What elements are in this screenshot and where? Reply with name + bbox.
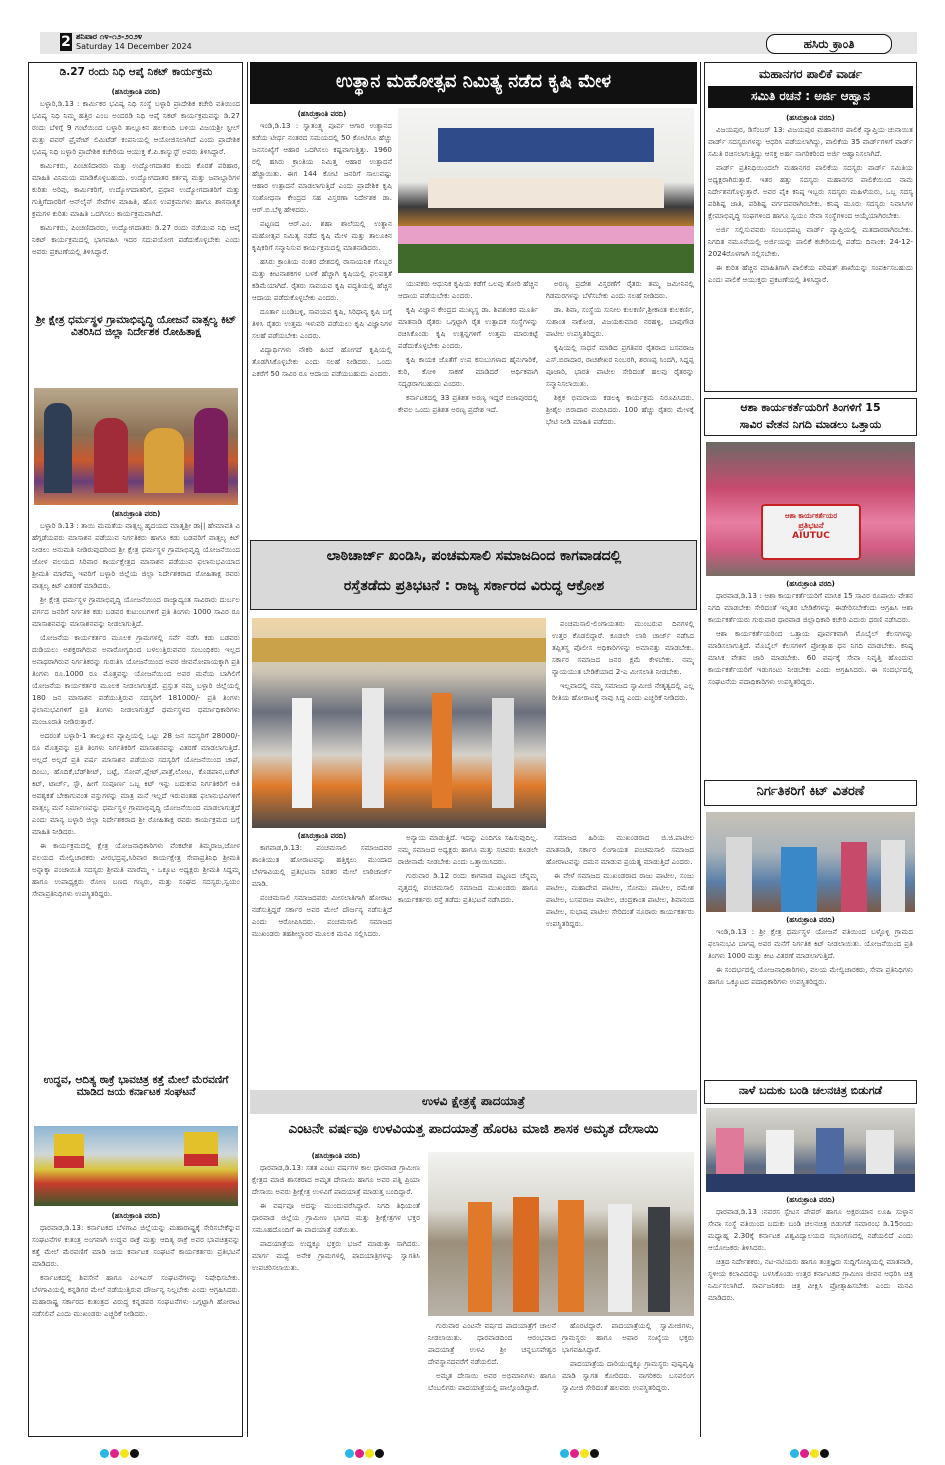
paragraph: ಕಾಗವಾಡ,ಡಿ.13: ಪಂಚಮಸಾಲಿ ಸಮಾಜದವರ ಶಾಂತಿಯುತ ಹೋರಾಟವನ್ನು ಹತ್ತಿಕ್ಕಲು ಮುಂದಾದ ಬೆಳಗಾವಿಯಲ್ಲಿ ಪ್ರತಿಭಟನಾ ನಿರತರ ಮೇಲೆ ಲಾಠಿಚಾರ್ಜ್ ಮಾಡಿ. — [252, 843, 392, 888]
asha-banner-line2: ಪ್ರತಿಭಟನೆ — [798, 521, 824, 530]
kit-vitarane-photo — [706, 812, 915, 912]
paragraph: ಕಾರ್ಮಿಕರು, ಪಿಂಚಣಿದಾರರು ಮತ್ತು ಉದ್ಯೋಗದಾತರ ಕುಂದು ಕೊರತೆ ಪರಿಹಾರ, ಮಾಹಿತಿ ವಿನಿಮಯ ಮಾಡಿಕೊಳ್ಳಬಹುದು. ಉದ್ಯೋಗದಾತರ ಕರ್ತವ್ಯ ಮತ್ತು ಜವಾಬ್ದಾರಿಗಳ ಕುರಿತು ಅರಿವು, ಕಾರ್ಮಿಕರಿಗೆ, ಉದ್ಯೋಗದಾತರಿಗೆ, ಪ್ರಧಾನ ಉದ್ಯೋಗದಾತರಿಗೆ ಮತ್ತು ಗುತ್ತಿಗೆದಾರರಿಗೆ ಆನ್‌ಲೈನ್ ಸೇವೆಗಳ ಮಾಹಿತಿ, ಹೊಸ ಉಪಕ್ರಮಗಳು ಹಾಗೂ ಶಾಸನಾತ್ಮಕ ಕ್ರಮಗಳ ಕುರಿತು ಮಾಹಿತಿ ಒದಗಿಸಲು ಕಾರ್ಯಕ್ರಮವಾಗಿದೆ. — [32, 161, 240, 218]
paragraph: ಪಾದಯಾತ್ರೆಯ ಉದ್ದಕ್ಕೂ ಭಕ್ತರು ಭಜನೆ ಮಾಡುತ್ತಾ ಸಾಗಿದರು. ಮಾರ್ಗ ಮಧ್ಯೆ ಅನೇಕ ಗ್ರಾಮಗಳಲ್ಲಿ ಪಾದಯಾತ್ರಿಗಳನ್ನು ಸ್ವಾಗತಿಸಿ ಉಪಚರಿಸಲಾಯಿತು. — [252, 1239, 420, 1272]
chalanachitra-headline: ನಾಳೆ ಬದುಕು ಬಂಡಿ ಚಲನಚಿತ್ರ ಬಿಡುಗಡೆ — [738, 1084, 883, 1097]
registration-dot — [810, 1449, 819, 1458]
krishi-mela-col3 — [546, 278, 694, 530]
registration-marks — [100, 1443, 140, 1462]
panchamasali-col2 — [398, 832, 538, 1082]
panchamasali-col3 — [546, 832, 694, 1082]
ulavi-col2 — [428, 1320, 556, 1432]
paragraph: ಅಮೃತ ದೇಸಾಯಿ ಅವರ ಅಭಿಮಾನಿಗಳು ಹಾಗೂ ಬೆಂಬಲಿಗರು ಪಾದಯಾತ್ರೆಯಲ್ಲಿ ಪಾಲ್ಗೊಂಡಿದ್ದಾರೆ. — [428, 1371, 556, 1392]
paragraph: ಈ ಕಾರ್ಯಕ್ರಮದಲ್ಲಿ ಕ್ಷೇತ್ರ ಯೋಜನಾಧಿಕಾರಿಗಳು ವೆಂಕಟೇಶ ತಿಮ್ಮರಾಜ,ಜೋಳ ವಲಯದ ಮೇಲ್ವಿಚಾರಕರು ವೀರಭದ್ರಪ್ಪ,ಸಿರಿವಾರ ಕಾರ್ಯಕ್ಷೇತ್ರ ಸೇವಾಪ್ರತಿನಿಧಿ ಶ್ರೀಮತಿ ಅನ್ನಾಕ್ಕಾ ಪಂಚಾಯಿತಿ ಸದಸ್ಯರು ಶ್ರೀಮತಿ ಮಾರೆಮ್ಮ - ಒಕ್ಕೂಟ ಅಧ್ಯಕ್ಷರು ಶ್ರೀಮತಿ ಸಿದ್ದಮ್ಮ ಹಾಗೂ ಉಪಾಧ್ಯಕ್ಷರು ರೋಣ ಬಣದ ಗಣ್ಯರು, ಮತ್ತು ಸಂಘದ ಸದಸ್ಯರು,ಸ್ವಯಂ ಸೇವಾಪ್ರತಿನಿಧಿಗಳು ಉಪಸ್ಥಿತರಿದ್ದರು. — [32, 841, 240, 898]
paragraph: ಚಿತ್ರದ ನಿರ್ದೇಶಕರು, ನಟ-ನಟಿಯರು ಹಾಗೂ ತಂತ್ರಜ್ಞರು ಸುದ್ದಿಗೋಷ್ಠಿಯಲ್ಲಿ ಮಾತನಾಡಿ, ಸ್ಥಳೀಯ ಕಲಾವಿದರನ್ನು ಬಳಸಿಕೊಂಡು ಉತ್ತರ ಕರ್ನಾಟಕದ ಗ್ರಾಮೀಣ ಜೀವನ ಆಧರಿಸಿ ಚಿತ್ರ ನಿರ್ಮಿಸಲಾಗಿದೆ. ಸಾರ್ವಜನಿಕರು ಚಿತ್ರ ವೀಕ್ಷಿಸಿ ಪ್ರೋತ್ಸಾಹಿಸಬೇಕು ಎಂದು ಮನವಿ ಮಾಡಿದರು. — [708, 1257, 913, 1302]
ward-samiti-body — [708, 124, 913, 388]
nidhi-apke-body — [32, 98, 240, 308]
registration-dot — [790, 1449, 799, 1458]
asha-photo — [706, 442, 915, 576]
paragraph: ಈ ಕುರಿತ ಹೆಚ್ಚಿನ ಮಾಹಿತಿಗಾಗಿ ಪಾಲಿಕೆಯ ಪರಿಷತ್ ಶಾಖೆಯನ್ನು ಸಂಪರ್ಕಿಸಬಹುದು ಎಂದು ಪಾಲಿಕೆ ಆಯುಕ್ತರು ಪ್ರಕಟಣೆಯಲ್ಲಿ ತಿಳಿಸಿದ್ದಾರೆ. — [708, 263, 913, 284]
ward-samiti-headline-line1: ಮಹಾನಗರ ಪಾಲಿಕೆ ವಾರ್ಡ — [758, 67, 863, 81]
paragraph: ಈ ವರ್ಷವೂ ಅದನ್ನು ಮುಂದುವರೆಸಿದ್ದಾರೆ. ನಿಗದಿ ತಿಥಿಯಂತೆ ಧಾರವಾಡ ಜಿಲ್ಲೆಯ ಗ್ರಾಮೀಣ ಭಾಗದ ಮತ್ತು ಶ್ರೀಕ್ಷೇತ್ರಗಳ ಭಕ್ತರ ಸಮೂಹದೊಂದಿಗೆ ಈ ಪಾದಯಾತ್ರೆ ನಡೆಯಿತು. — [252, 1201, 420, 1234]
registration-dot — [590, 1449, 599, 1458]
paragraph: ಶ್ರೀ ಕ್ಷೇತ್ರ ಧರ್ಮಸ್ಥಳ ಗ್ರಾಮಾಭಿವೃದ್ಧಿ ಯೋಜನೆಯಿಂದ ರಾಜ್ಯಾದ್ಯಂತ ಸಾವಿರಾರು ದುರ್ಬಲ ವರ್ಗದ ಜನರಿಗೆ ನಿರ್ಗತಿಕ ಕಡು ಬಡವರ ಕುಟುಂಬಗಳಿಗೆ ಪ್ರತಿ ತಿಂಗಳು 1000 ಸಾವಿರ ರೂ ಮಾಸಾಶನವನ್ನು ಮಾಸಾಶನವನ್ನು ನೀಡಲಾಗುತ್ತಿದೆ. — [32, 595, 240, 628]
asha-banner-line1: ಆಶಾ ಕಾರ್ಯಕರ್ತೆಯರ — [784, 512, 838, 520]
registration-marks — [560, 1443, 600, 1462]
column-divider — [247, 62, 248, 1437]
paragraph: ಹೊರಟಿದ್ದಾರೆ. ಪಾದಯಾತ್ರೆಯಲ್ಲಿ ಸ್ವಾಮೀಜಿಗಳು, ಗ್ರಾಮಸ್ಥರು ಹಾಗೂ ಅಪಾರ ಸಂಖ್ಯೆಯ ಭಕ್ತರು ಭಾಗವಹಿಸಿದ್ದಾರೆ. — [562, 1321, 694, 1354]
krishi-mela-headline: ಉತ್ಥಾನ ಮಹೋತ್ಸವ ನಿಮಿತ್ಯ ನಡೆದ ಕೃಷಿ ಮೇಳ — [336, 71, 611, 92]
paragraph: ಕರ್ನಾಟಕದಲ್ಲಿ 33 ಪ್ರತಿಶತ ಅರಣ್ಯ ಇದ್ದರೆ ಬಿಜಾಪುರದಲ್ಲಿ ಕೇವಲ ಒಂದು ಪ್ರತಿಶತ ಅರಣ್ಯ ಪ್ರದೇಶ ಇದೆ. — [398, 393, 538, 414]
registration-dot — [560, 1449, 569, 1458]
panchamasali-right — [552, 618, 694, 828]
krishi-mela-col1 — [252, 120, 392, 530]
column-divider — [700, 62, 701, 1437]
dharmasthala-photo — [34, 388, 238, 505]
asha-headline-line2: ಸಾವಿರ ವೇತನ ನಿಗದಿ ಮಾಡಲು ಒತ್ತಾಯ — [739, 418, 882, 431]
paragraph: ಹಸಿರು ಕ್ರಾಂತಿಯ ನಂತರ ದೇಶದಲ್ಲಿ ರಾಸಾಯನಿಕ ಗೊಬ್ಬರ ಮತ್ತು ಕೀಟನಾಶಕಗಳ ಬಳಕೆ ಹೆಚ್ಚಾಗಿ ಕೃಷಿಯಲ್ಲಿ ಫಲವತ್ತತೆ ಕಡಿಮೆಯಾಗಿದೆ. ರೈತರು ಸಾವಯವ ಕೃಷಿ ಪದ್ಧತಿಯಲ್ಲಿ ಹೆಚ್ಚಿನ ಆದಾಯ ಪಡೆದುಕೊಳ್ಳಬೇಕು ಎಂದರು. — [252, 257, 392, 302]
ulavi-col1 — [252, 1162, 420, 1432]
paragraph: ಪಾದಯಾತ್ರೆಯ ದಾರಿಯುದ್ದಕ್ಕೂ ಗ್ರಾಮಸ್ಥರು ಪುಷ್ಪವೃಷ್ಟಿ ಮಾಡಿ ಸ್ವಾಗತ ಕೋರಿದರು. ನಾಗರಿಕರು ಬಸವಲಿಂಗ ಸ್ವಾಮೀಜಿ ಸೇರಿದಂತೆ ಹಲವರು ಉಪಸ್ಥಿತರಿದ್ದರು. — [562, 1359, 694, 1392]
paragraph: ಕೃಷಿಯಲ್ಲಿ ಸಾಧನೆ ಮಾಡಿದ ಪ್ರಗತಿಪರ ರೈತರಾದ ಬಸವರಾಜ ಎಸ್.ಬಿರಾದಾರ, ರಾಚಶೇಖರ ನಿಂಬರಗಿ, ಶರಣಪ್ಪ ಸಿಂದಗಿ, ಸಿದ್ದಪ್ಪ ಪೂಜಾರಿ, ಭಾರತಿ ಪಾಟೀಲ ಸೇರಿದಂತೆ ಹಲವು ರೈತರನ್ನು ಸನ್ಮಾನಿಸಲಾಯಿತು. — [546, 343, 694, 388]
paragraph: ಶಿಕ್ಷಕ ಭಿಮರಾಯ ಕಡಲಕ್ಕಿ ಕಾರ್ಯಕ್ರಮ ನಿರೂಪಿಸಿದರು. ಶ್ರೀಶೈಲ ಬಿರಾದಾರ ವಂದಿಸಿದರು. 100 ಹೆಚ್ಚು ರೈತರು ಮೇಳಕ್ಕೆ ಭೇಟಿ ನೀಡಿ ಮಾಹಿತಿ ಪಡೆದರು. — [546, 393, 694, 426]
asha-dateline: (ಹಸಿರುಕ್ರಾಂತಿ ವರದಿ) — [786, 580, 835, 588]
paragraph: ಅದರಂತೆ ಬಳ್ಳಾರಿ-1 ತಾಲ್ಲೂಕಿನ ವ್ಯಾಪ್ತಿಯಲ್ಲಿ ಒಟ್ಟು 28 ಜನ ಸದಸ್ಯರಿಗೆ 28000/- ರೂ ಮೊತ್ತವನ್ನು ಪ್ರತಿ ತಿಂಗಳು ನಿರ್ಗತಿಕರಿಗೆ ಮಾಸಾಶನವನ್ನು ವಿತರಣೆ ಮಾಡಲಾಗುತ್ತಿದೆ. ಅಲ್ಲದೆ ಅಲ್ಲದೆ ಪ್ರತಿ ವರ್ಷ ಮಾಸಾಶನ ಪಡೆಯುವ ಸದಸ್ಯರಿಗೆ ಯೋಜನೆಯಿಂದ ಚಾಪೆ, ದಿಂಬು, ಹೊದಿಕೆ,ಬೆಡ್‌ಶೀಟ್, ಬಟ್ಟೆ, ಸೋಪ್,ಪ್ಲೇಟ್,ಪಾತ್ರೆ,ಲೋಟ, ಕೊಡಪಾನ,ಬಕೆಟ್ ಕಿಟ್, ಟಾರ್ಚ್, ಸ್ಟೌ, ಹೀಗೆ ಸಂಪೂರ್ಣ ಒಬ್ಬ ಕಿಟ್ ಇನ್ನು ಬದುಕುವ ನಿರ್ಗತಿಕರಿಗೆ ಅತಿ ಅವಶ್ಯಕತೆ ಬೇಕಾಗುವಂತ ವಸ್ತುಗಳನ್ನು ಮಾತ್ರ ಮನೆ ಇಲ್ಲದೆ ಇರುವಂತಹ ಫಲಾನುಭವಿಗಳಿಗೆ ವಾತ್ಸಲ್ಯ ಮನೆ ನಿರ್ಮಾಣವನ್ನು ಧರ್ಮಸ್ಥಳ ಗ್ರಾಮಾಭಿವೃದ್ಧಿ ಯೋಜನೆಯಿಂದ ಮಾಡಲಾಗುತ್ತದೆ ಎಂದು ಮಾನ್ಯ ಬಳ್ಳಾರಿ ಜಿಲ್ಲಾ ನಿರ್ದೇಶಕರಾದ ಶ್ರೀ ರೋಹಿತಾಕ್ಷ ರವರು ಕಾರ್ಯಕ್ರಮದ ಬಗ್ಗೆ ಮಾಹಿತಿ ನೀಡಿದರು. — [32, 731, 240, 836]
paragraph: ದೂರ್ತಾ ಬಂಡಿಬಳ್ಳಿ, ಸಾವಯವ ಕೃಷಿ, ಸಿರಿಧಾನ್ಯ ಕೃಷಿ ಬಗ್ಗೆ ತಿಳಿಸಿ ರೈತರು ಉತ್ತಮ ಇಳುವರಿ ಪಡೆಯಲು ಕೃಷಿ ವಿಜ್ಞಾನಿಗಳ ಸಲಹೆ ಪಡೆಯಬೇಕು ಎಂದರು. — [252, 307, 392, 340]
paragraph: ಗುರುವಾರ ಡಿ.12 ರಂದು ಕಾಗವಾಡ ಪಟ್ಟಣದ ಚೆನ್ನಮ್ಮ ವೃತ್ತದಲ್ಲಿ ಪಂಚಮಸಾಲಿ ಸಮಾಜದ ಮುಖಂಡರು ಹಾಗೂ ಕಾರ್ಯಕರ್ತರು ರಸ್ತೆ ತಡೆದು ಪ್ರತಿಭಟನೆ ನಡೆಸಿದರು. — [398, 871, 538, 904]
page-number: 2 — [61, 34, 71, 50]
karnataka-sanghatane-body — [32, 1222, 240, 1432]
panchamasali-col1 — [252, 842, 392, 1082]
registration-dot — [365, 1449, 374, 1458]
masthead-date-kannada: ಶನಿವಾರ ೧೪-೧೨-೨೦೨೪ — [76, 32, 143, 41]
paragraph: ಕರ್ನಾಟಕದಲ್ಲಿ ಶಿವಸೇನೆ ಹಾಗೂ ಎಂಇಎಸ್ ಸಂಘಟನೆಗಳನ್ನು ನಿಷೇಧಿಸಬೇಕು. ಬೆಳಗಾವಿಯಲ್ಲಿ ಕನ್ನಡಿಗರ ಮೇಲೆ ನಡೆಯುತ್ತಿರುವ ದೌರ್ಜನ್ಯ ನಿಲ್ಲಬೇಕು ಎಂದು ಆಗ್ರಹಿಸಿದರು. ಮಹಾರಾಷ್ಟ್ರ ಸರ್ಕಾರದ ಕುತಂತ್ರದ ವಿರುದ್ಧ ಕನ್ನಡಪರ ಸಂಘಟನೆಗಳು ಒಗ್ಗಟ್ಟಾಗಿ ಹೋರಾಟ ನಡೆಸಲಿವೆ ಎಂದು ಮುಖಂಡರು ಎಚ್ಚರಿಕೆ ನೀಡಿದರು. — [32, 1273, 240, 1318]
dharmasthala-headline: ಶ್ರೀ ಕ್ಷೇತ್ರ ಧರ್ಮಸ್ಥಳ ಗ್ರಾಮಾಭಿವೃದ್ಧಿ ಯೋಜನೆ ವಾತ್ಸಲ್ಯ ಕಿಟ್ ವಿತರಿಸಿದ ಜಿಲ್ಲಾ ನಿರ್ದೇಶಕ ರೋಹಿತಾಕ್ಷ — [35, 314, 237, 339]
paragraph: ಧಾರವಾಡ,ಡಿ.13 : ಆಶಾ ಕಾರ್ಯಕರ್ತೆಯರಿಗೆ ಮಾಸಿಕ 15 ಸಾವಿರ ರೂಪಾಯಿ ವೇತನ ನಿಗದಿ ಮಾಡಬೇಕು ಸೇರಿದಂತೆ ಇನ್ನಿತರ ಬೇಡಿಕೆಗಳನ್ನು ಈಡೇರಿಸಬೇಕೆಂದು ಆಗ್ರಹಿಸಿ ಆಶಾ ಕಾರ್ಯಕರ್ತೆಯರು ಗುರುವಾರ ಧಾರವಾಡ ಜಿಲ್ಲಾಧಿಕಾರಿ ಕಚೇರಿ ಎದುರು ಧರಣಿ ನಡೆಸಿದರು. — [708, 591, 913, 624]
ward-samiti-headline-line2: ಸಮಿತಿ ರಚನೆ : ಅರ್ಜಿ ಆಹ್ವಾನ — [751, 89, 870, 103]
ulavi-photo — [428, 1152, 694, 1316]
registration-marks — [790, 1443, 830, 1462]
registration-dot — [800, 1449, 809, 1458]
paragraph: ವಿದ್ಯಾರ್ಥಿಗಳು ನೌಕರಿ ಹಿಂದೆ ಹೋಗದೆ ಕೃಷಿಯಲ್ಲಿ ತೊಡಗಿಸಿಕೊಳ್ಳಬೇಕು ಎಂದು ಸಲಹೆ ನೀಡಿದರು. ಒಂದು ಎಕರೆಗೆ 50 ಸಾವಿರ ರೂ ಆದಾಯ ಪಡೆಯಬಹುದು ಎಂದರು. — [252, 345, 392, 378]
paragraph: ಕೃಷಿ ಕಾಯಕ ಜೊತೆಗೆ ಉಪ ಕಸುಬುಗಳಾದ ಹೈನುಗಾರಿಕೆ, ಕುರಿ, ಕೋಳಿ ಸಾಕಣೆ ಮಾಡಿದರೆ ಆರ್ಥಿಕವಾಗಿ ಸದೃಢರಾಗಬಹುದು ಎಂದರು. — [398, 355, 538, 388]
registration-dot — [580, 1449, 589, 1458]
paragraph: ಪಟ್ಟಣದ ಆರ್.ಎಂ. ಶಹಾ ಶಾಲೆಯಲ್ಲಿ ಉತ್ಥಾನ ಮಹೋತ್ಸವ ನಿಮಿತ್ಯ ನಡೆದ ಕೃಷಿ ಮೇಳ ಮತ್ತು ತಾಲೂಕಿನ ಕೃಷಿಕರಿಗೆ ಸನ್ಮಾನಿಸುವ ಕಾರ್ಯಕ್ರಮದಲ್ಲಿ ಮಾತನಾಡಿದರು. — [252, 219, 392, 252]
paragraph: ಯೋಜನೆಯ ಕಾರ್ಯಕರ್ತರ ಮೂಲಕ ಗ್ರಾಮಗಳಲ್ಲಿ ಸರ್ವೆ ನಡೆಸಿ ಕಡು ಬಡವರು ದುಡಿಯಲು ಅಶಕ್ತರಾಗಿರುವ ಅನಾರೋಗ್ಯದಿಂದ ಬಳಲುತ್ತಿರುವವರ ಸಂಬಂಧಿಕರು ಇಲ್ಲದ ಅನಾಥರಾಗಿರುವ ನಿರ್ಗತಿಕರನ್ನು ಗುರುತಿಸಿ ಯೋಜನೆಯಿಂದ ಅವರ ಜೀವನೋಪಾಯಕ್ಕಾಗಿ ಪ್ರತಿ ತಿಂಗಳು ರೂ.1000 ರೂ ಮೊತ್ತವನ್ನು ಯೋಜನೆಯಿಂದ ಅವರ ಮನೆಯ ಬಾಗಿಲಿಗೆ ಯೋಜನೆಯ ಕಾರ್ಯಕರ್ತರ ಮೂಲಕ ನೀಡಲಾಗುತ್ತದೆ. ಪ್ರಸ್ತುತ ನಮ್ಮ ಬಳ್ಳಾರಿ ಜಿಲ್ಲೆಯಲ್ಲಿ 180 ಜನ ಮಾಸಾಶನ ಪಡೆಯುತ್ತಿರುವ ಸದಸ್ಯರಿಗೆ 181000/- ಪ್ರತಿ ತಿಂಗಳು ಫಲಾನುಭವಿಗಳಿಗೆ ಪ್ರತಿ ತಿಂಗಳು ನೀಡಲಾಗುತ್ತದೆ ಧರ್ಮಸ್ಥಳದ ಧರ್ಮಾಧಿಕಾರಿಗಳು ಮಂಜೂರಾತಿ ನೀಡಿರುತ್ತಾರೆ. — [32, 633, 240, 726]
ulavi-dateline: (ಹಸಿರುಕ್ರಾಂತಿ ವರದಿ) — [311, 1152, 361, 1160]
paragraph: ಪಂಚಮಸಾಲಿ-ಲಿಂಗಾಯತರು ಮುಂಬರುವ ದಿನಗಳಲ್ಲಿ ಉತ್ತರ ಕೊಡಲಿದ್ದಾರೆ. ಕೂಡಲೇ ಲಾಠಿ ಚಾರ್ಜ್ ನಡೆಸಿದ ತಪ್ಪಿತಸ್ಥ ಪೊಲೀಸ ಅಧಿಕಾರಿಗಳನ್ನು ಅಮಾನತ್ತು ಮಾಡಬೇಕು. ಸರ್ಕಾರ ಸಮಾಜದ ಜನರ ಕ್ಷಮೆ ಕೇಳಬೇಕು. ನಮ್ಮ ನ್ಯಾಯಯುತ ಬೇಡಿಕೆಯಾದ 2-ಎ ಮೀಸಲಾತಿ ನೀಡಬೇಕು. — [552, 619, 694, 676]
asha-body — [708, 590, 913, 775]
paragraph: ಈ ವೇಳೆ ಸಮಾಜದ ಮುಖಂಡರಾದ ರಾಜು ಪಾಟೀಲ, ಸಂಜು ಪಾಟೀಲ, ಮಹಾದೇವ ಪಾಟೀಲ, ಸೋಮು ಪಾಟೀಲ, ರಮೇಶ ಪಾಟೀಲ, ಬಸವರಾಜ ಪಾಟೀಲ, ಚಂದ್ರಕಾಂತ ಪಾಟೀಲ, ಶಿವಾನಂದ ಪಾಟೀಲ, ಸುಭಾಷ ಪಾಟೀಲ ಸೇರಿದಂತೆ ನೂರಾರು ಕಾರ್ಯಕರ್ತರು ಉಪಸ್ಥಿತರಿದ್ದರು. — [546, 871, 694, 928]
registration-dot — [355, 1449, 364, 1458]
paragraph: ಇಲ್ಲವಾದಲ್ಲಿ ನಮ್ಮ ಸಮಾಜದ ಸ್ವಾಮೀಜಿ ನೇತೃತ್ವದಲ್ಲಿ ಎಲ್ಲ ರೀತಿಯ ಹೋರಾಟಕ್ಕೆ ನಾವು ಸಿದ್ಧ ಎಂದು ಎಚ್ಚರಿಕೆ ನೀಡಿದರು. — [552, 681, 694, 702]
asha-banner-org: AIUTUC — [792, 531, 830, 541]
krishi-mela-col2 — [398, 278, 538, 530]
karnataka-sanghatane-headline: ಉದ್ಧವ, ಆದಿತ್ಯ ಠಾಕ್ರೆ ಭಾವಚಿತ್ರ ಕತ್ತೆ ಮೇಲೆ ಮೆರವಣಿಗೆ ಮಾಡಿದ ಜಯ ಕರ್ನಾಟಕ ಸಂಘಟನೆ — [43, 1074, 229, 1099]
panchamasali-headline-line2: ರಸ್ತೆತಡೆದು ಪ್ರತಿಭಟನೆ : ರಾಜ್ಯ ಸರ್ಕಾರದ ವಿರುದ್ಧ ಆಕ್ರೋಶ — [343, 578, 605, 594]
masthead-date-english: Saturday 14 December 2024 — [76, 42, 192, 51]
paragraph: ಗುರುವಾರ ಎಂಟನೇ ವರ್ಷದ ಪಾದಯಾತ್ರೆಗೆ ಚಾಲನೆ ನೀಡಲಾಯಿತು. ಧಾರವಾಡದಿಂದ ಆರಂಭವಾದ ಪಾದಯಾತ್ರೆ ಉಳವಿ ಶ್ರೀ ಚನ್ನಬಸವೇಶ್ವರ ದೇವಸ್ಥಾನದವರೆಗೆ ನಡೆಯಲಿದೆ. — [428, 1321, 556, 1366]
paragraph: ಧಾರವಾಡ,ಡಿ.13 :ನವರಸ ಸ್ಟೇಟಸ ಪೇಪರ್ ಹಾಗೂ ಅಕ್ಷರಯಾನ ಲೂಹಿ ಸುಳ್ಳಾನ ಸೇವಾ ಸಂಸ್ಥೆ ವತಿಯಿಂದ ಬದುಕು ಬಂಡಿ ಚಲನಚಿತ್ರ ಬಿಡುಗಡೆ ಸಮಾರಂಭ ಡಿ.15ರಂದು ಮಧ್ಯಾಹ್ನ 2.30ಕ್ಕೆ ಕರ್ನಾಟಕ ವಿಶ್ವವಿದ್ಯಾಲಯದ ಸಭಾಂಗಣದಲ್ಲಿ ನಡೆಯಲಿದೆ ಎಂದು ಆಯೋಜಕರು ತಿಳಿಸಿದರು. — [708, 1207, 913, 1252]
dharmasthala-dateline: (ಹಸಿರುಕ್ರಾಂತಿ ವರದಿ) — [111, 510, 161, 518]
registration-dot — [820, 1449, 829, 1458]
registration-dot — [120, 1449, 129, 1458]
paragraph: ಸಮಾಜದ ಹಿರಿಯ ಮುಖಂಡರಾದ ಜಿ.ಜಿ.ಪಾಟೀಲ ಮಾತನಾಡಿ, ಸರ್ಕಾರ ಲಿಂಗಾಯತ ಪಂಚಮಸಾಲಿ ಸಮಾಜದ ಹೋರಾಟವನ್ನು ದಮನ ಮಾಡುವ ಪ್ರಯತ್ನ ಮಾಡುತ್ತಿದೆ ಎಂದರು. — [546, 833, 694, 866]
kit-vitarane-body — [708, 926, 913, 1024]
ward-samiti-dateline: (ಹಸಿರುಕ್ರಾಂತಿ ವರದಿ) — [786, 114, 835, 122]
paragraph: ಡಾ. ಶಿವಾ, ಸಂಸ್ಥೆಯ ಸುನೀಲ ಕುಲಕರ್ಣಿ,ಶ್ರೀಕಾಂತ ಕುಲಕರ್ಣಿ, ಸುಶಾಂತ ನಾಕೋಡ, ವಿಜಯಕುಮಾರ ನರಹಳ್ಳಿ, ಬಾಪುಗೌಡ ಪಾಟೀಲ ಉಪಸ್ಥಿತರಿದ್ದರು. — [546, 305, 694, 338]
paragraph: ವಾರ್ಡ್ ಪ್ರತಿನಿಧಿಯಿಂದಲೇ ಮಹಾನಗರ ಪಾಲಿಕೆಯ ಸದಸ್ಯರು ವಾರ್ಡ್ ಸಮಿತಿಯ ಅಧ್ಯಕ್ಷರಾಗಿರುತ್ತಾರೆ. ಇತರ ಹತ್ತು ಸದಸ್ಯರು ಮಹಾನಗರ ಪಾಲಿಕೆಯಿಂದ ನಾಮ ನಿರ್ದೇಶನಗೊಳ್ಳುತ್ತಾರೆ. ಅವರ ಪೈಕಿ ಕನಿಷ್ಠ ಇಬ್ಬರು ಸದಸ್ಯರು ಮಹಿಳೆಯರು, ಒಬ್ಬ ಸದಸ್ಯ ಪರಿಶಿಷ್ಟ ಜಾತಿ, ಪರಿಶಿಷ್ಟ ವರ್ಗದವರಾಗಿರಬೇಕು. ಕನಿಷ್ಠ ಮೂರು ಸದಸ್ಯರು ನಿವಾಸಿಗಳ ಕ್ಷೇಮಾಭಿವೃದ್ಧಿ ಸಂಘಗಳಿಂದ ಹಾಗೂ ಸ್ವಯಂ ಸೇವಾ ಸಂಸ್ಥೆಗಳಿಂದ ಆಯ್ಕೆಯಾಗಿರಬೇಕು. — [708, 163, 913, 220]
registration-dot — [570, 1449, 579, 1458]
paragraph: ಅರ್ಜಿ ಸಲ್ಲಿಸುವವರು ಸಂಬಂಧಪಟ್ಟ ವಾರ್ಡ್ ವ್ಯಾಪ್ತಿಯಲ್ಲಿ ಮತದಾರರಾಗಿರಬೇಕು. ನಿಗದಿತ ನಮೂನೆಯಲ್ಲಿ ಅರ್ಜಿಯನ್ನು ಪಾಲಿಕೆ ಕಚೇರಿಯಲ್ಲಿ ಪಡೆದು ದಿನಾಂಕ: 24-12-2024ರೊಳಗಾಗಿ ಸಲ್ಲಿಸಬೇಕು. — [708, 225, 913, 258]
registration-dot — [130, 1449, 139, 1458]
nidhi-apke-headline: ಡಿ.27 ರಂದು ನಿಧಿ ಆಪ್ಕೆ ನಿಕಟ್ ಕಾರ್ಯಕ್ರಮ — [59, 66, 213, 78]
nidhi-apke-dateline: (ಹಸಿರುಕ್ರಾಂತಿ ವರದಿ) — [111, 88, 161, 96]
krishi-mela-photo — [398, 108, 694, 273]
registration-dot — [110, 1449, 119, 1458]
ulavi-kicker: ಉಳವಿ ಕ್ಷೇತ್ರಕ್ಕೆ ಪಾದಯಾತ್ರೆ — [422, 1094, 525, 1108]
paragraph: ಆಶಾ ಕಾರ್ಯಕರ್ತೆಯರಿಂದ ಒತ್ತಾಯ ಪೂರ್ವಕವಾಗಿ ಮೊಬೈಲ್ ಕೆಲಸಗಳನ್ನು ಮಾಡಿಸಲಾಗುತ್ತಿದೆ. ಮೊಬೈಲ್ ಕೆಲಸಗಳಿಗೆ ಪ್ರೋತ್ಸಾಹ ಧನ ನಿಗದಿ ಮಾಡಬೇಕು. ಕನಿಷ್ಠ ಮಾಸಿಕ ವೇತನ ಜಾರಿ ಮಾಡಬೇಕು. 60 ವರ್ಷಕ್ಕೆ ಸೇವಾ ನಿವೃತ್ತಿ ಹೊಂದುವ ಕಾರ್ಯಕರ್ತೆಯರಿಗೆ ಇಡುಗಂಟು ನೀಡಬೇಕು ಎಂದು ಆಗ್ರಹಿಸಿದರು. ಈ ಸಂದರ್ಭದಲ್ಲಿ ಸಂಘಟನೆಯ ಪದಾಧಿಕಾರಿಗಳು ಉಪಸ್ಥಿತರಿದ್ದರು. — [708, 629, 913, 686]
paragraph: ಕೃಷಿ ವಿಜ್ಞಾನ ಕೇಂದ್ರದ ಮುಖ್ಯಸ್ಥ ಡಾ. ಶಿವಶಂಕರ ಮೂರ್ತಿ ಮಾತನಾಡಿ ರೈತರು ಒಗ್ಗಟ್ಟಾಗಿ ರೈತ ಉತ್ಪಾದಕ ಸಂಸ್ಥೆಗಳನ್ನು ರಚಿಸಿಕೊಂಡು ಕೃಷಿ ಉತ್ಪನ್ನಗಳಿಗೆ ಉತ್ತಮ ಮಾರುಕಟ್ಟೆ ಪಡೆದುಕೊಳ್ಳಬೇಕು ಎಂದರು. — [398, 305, 538, 350]
paragraph: ಯುವಕರು ಆಧುನಿಕ ಕೃಷಿಯ ಕಡೆಗೆ ಒಲವು ತೋರಿ ಹೆಚ್ಚಿನ ಆದಾಯ ಪಡೆಯಬೇಕು ಎಂದರು. — [398, 279, 538, 300]
ulavi-headline: ಎಂಟನೇ ವರ್ಷವೂ ಉಳವಿಯತ್ತ ಪಾದಯಾತ್ರೆ ಹೊರಟ ಮಾಜಿ ಶಾಸಕ ಅಮೃತ ದೇಸಾಯಿ — [288, 1121, 659, 1137]
kit-vitarane-headline: ನಿರ್ಗತಿಕರಿಗೆ ಕಿಟ್ ವಿತರಣೆ — [756, 784, 865, 799]
paragraph: ಈ ಸಂದರ್ಭದಲ್ಲಿ ಯೋಜನಾಧಿಕಾರಿಗಳು, ವಲಯ ಮೇಲ್ವಿಚಾರಕರು, ಸೇವಾ ಪ್ರತಿನಿಧಿಗಳು ಹಾಗೂ ಒಕ್ಕೂಟದ ಪದಾಧಿಕಾರಿಗಳು ಉಪಸ್ಥಿತರಿದ್ದರು. — [708, 965, 913, 986]
krishi-mela-dateline: (ಹಸಿರುಕ್ರಾಂತಿ ವರದಿ) — [297, 110, 347, 118]
paragraph: ವಿಜಯಪುರ, ಡಿಸೆಂಬರ್ 13: ವಿಜಯಪುರ ಮಹಾನಗರ ಪಾಲಿಕೆ ವ್ಯಾಪ್ತಿಯ ಚುನಾಯಿತ ವಾರ್ಡ್ ಸದಸ್ಯರುಗಳನ್ನು ಆಧರಿಸಿ ಪಡೆಯಲಾಗಿದ್ದು, ಪಾಲಿಕೆಯ 35 ವಾರ್ಡ್‌ಗಳಿಗೆ ವಾರ್ಡ್ ಸಮಿತಿ ರಚಿಸಲಾಗುತ್ತಿದ್ದು ಆಸಕ್ತ ಅರ್ಹ ನಾಗರಿಕರಿಂದ ಅರ್ಜಿ ಆಹ್ವಾನಿಸಲಾಗಿದೆ. — [708, 125, 913, 158]
paragraph: ಅನ್ಯಾಯ ಮಾಡುತ್ತಿದೆ. ಇದನ್ನು ಎಂದಿಗೂ ಸಹಿಸುವುದಿಲ್ಲ. ನಮ್ಮ ಸಮಾಜದ ಅಧ್ಯಕ್ಷರು ಹಾಗೂ ಮತ್ತು ಸಚಿವರು ಕೂಡಲೇ ರಾಜೀನಾಮೆ ನೀಡಬೇಕು ಎಂದು ಒತ್ತಾಯಿಸಿದರು. — [398, 833, 538, 866]
paragraph: ಅರಣ್ಯ ಪ್ರದೇಶ ವಿಸ್ತರಣೆಗೆ ರೈತರು ತಮ್ಮ ಜಮೀನಿನಲ್ಲಿ ಗಿಡಮರಗಳನ್ನು ಬೆಳೆಸಬೇಕು ಎಂದು ಸಲಹೆ ನೀಡಿದರು. — [546, 279, 694, 300]
paragraph: ಇಂಡಿ,ಡಿ.13 : ಶ್ರೀ ಕ್ಷೇತ್ರ ಧರ್ಮಸ್ಥಳ ಯೋಜನೆ ವತಿಯಿಂದ ಬಳ್ಳೊಳ್ಳಿ ಗ್ರಾಮದ ಫಲಾನುಭವಿ ಬಾಗಪ್ಪ ಅವರ ಮನೆಗೆ ನಿರ್ಗತಿಕ ಕಿಟ್ ನೀಡಲಾಯಿತು. ಯೋಜನೆಯಿಂದ ಪ್ರತಿ ತಿಂಗಳು 1000 ಮತ್ತು ಕೀಟ ವಿತರಣೆ ಮಾಡಲಾಗುತ್ತಿದೆ. — [708, 927, 913, 960]
dharmasthala-body — [32, 520, 240, 1065]
paragraph: ಧಾರವಾಡ,ಡಿ.13: ಕರ್ನಾಟಕದ ಬೆಳಗಾವಿ ಜಿಲ್ಲೆಯನ್ನು ಮಹಾರಾಷ್ಟ್ರಕ್ಕೆ ಸೇರಿಸಬೇಕೆನ್ನುವ ಸಂಘಟನೆಗಳ ಕುತಂತ್ರ ಅಂಗವಾಗಿ ಉದ್ಧವ ಠಾಕ್ರೆ ಮತ್ತು ಆದಿತ್ಯ ಠಾಕ್ರೆ ಅವರ ಭಾವಚಿತ್ರವನ್ನು ಕತ್ತೆ ಮೇಲೆ ಮೆರವಣಿಗೆ ಮಾಡಿ ಜಯ ಕರ್ನಾಟಕ ಸಂಘಟನೆ ಕಾರ್ಯಕರ್ತರು ಪ್ರತಿಭಟನೆ ಮಾಡಿದರು. — [32, 1223, 240, 1268]
registration-dot — [375, 1449, 384, 1458]
paragraph: ಇಂಡಿ,ಡಿ.13 : ಸ್ವಾತಂತ್ರ್ಯ ಪೂರ್ವ ಆಗಾರ ಉತ್ಥಾನದ ಕಡೆಯ ಟೀರ್ಥ ನಂತರದ ಸಮಯದಲ್ಲಿ 50 ಕೋಟಿಗೂ ಹೆಚ್ಚು ಜನಸಂಖ್ಯೆಗೆ ಆಹಾರ ಒದಗಿಸಲು ಕಷ್ಟವಾಗುತ್ತಿತ್ತು. 1960 ರಲ್ಲಿ ಹಸಿರು ಕ್ರಾಂತಿಯ ನಿಮಿತ್ತ ಆಹಾರ ಉತ್ಪಾದನೆ ಹೆಚ್ಚಾಯಿತು. ಈಗ 144 ಕೋಟಿ ಜನರಿಗೆ ಸಾಲುವಷ್ಟು ಆಹಾರ ಉತ್ಪಾದನೆ ಮಾಡಲಾಗುತ್ತಿದೆ ಎಂದು ಪ್ರಾದೇಶಿಕ ಕೃಷಿ ಸಂಶೋಧನಾ ಕೇಂದ್ರದ ಸಹ ವಿಸ್ತರಣಾ ನಿರ್ದೇಶಕ ಡಾ. ಆರ್.ಬಿ.ಬೆಳ್ಳಿ ಹೇಳಿದರು. — [252, 121, 392, 214]
chalanachitra-body — [708, 1206, 913, 1432]
karnataka-sanghatane-dateline: (ಹಸಿರುಕ್ರಾಂತಿ ವರದಿ) — [111, 1212, 161, 1220]
paragraph: ಪಂಚಮಸಾಲಿ ಸಮಾಜದವರು ಮೀಸಲಾತಿಗಾಗಿ ಹೋರಾಟ ನಡೆಸುತ್ತಿದ್ದರೆ ಸರ್ಕಾರ ಅವರ ಮೇಲೆ ದೌರ್ಜನ್ಯ ನಡೆಸುತ್ತಿದೆ ಎಂದು ಆರೋಪಿಸಿದರು. ಪಂಚಮಸಾಲಿ ಸಮಾಜದ ಮುಖಂಡರು ತಹಶೀಲ್ದಾರರ ಮೂಲಕ ಮನವಿ ಸಲ್ಲಿಸಿದರು. — [252, 893, 392, 938]
ulavi-col3 — [562, 1320, 694, 1432]
paragraph: ಬಳ್ಳಾರಿ,ಡಿ.13 : ಕಾರ್ಮಿಕರ ಭವಿಷ್ಯ ನಿಧಿ ಸಂಸ್ಥೆ ಬಳ್ಳಾರಿ ಪ್ರಾದೇಶಿಕ ಕಚೇರಿ ವತಿಯಿಂದ ಭವಿಷ್ಯ ನಿಧಿ ನಿಮ್ಮ ಹತ್ತಿರ ಎಂಬ ಅಂದರಡಿ ನಿಧಿ ಆಪ್ಕೆ ನಿಕಟ್ ಕಾರ್ಯಕ್ರಮವನ್ನು ಡಿ.27 ರಂದು ಬೆಳಿಗ್ಗೆ 9 ಗಂಟೆಯಿಂದ ಬಳ್ಳಾರಿ ತಾಲ್ಲೂಕಿನ ಹಲಕುಂದಿ ಬಳಿಯ ವಿಜಯಶ್ರೀ ಸ್ಟೀಲ್ ಮತ್ತು ಪವರ್ ಪ್ರೈವೇಟ್ ಲಿಮಿಟೆಡ್ ಕಂಪನಿಯಲ್ಲಿ ಆಯೋಜಿಸಲಾಗಿದೆ ಎಂದು ಪ್ರಾದೇಶಿಕ ಭವಿಷ್ಯ ನಿಧಿ ಬಳ್ಳಾರಿ ಪ್ರಾದೇಶಿಕ ಕಚೇರಿಯ ಆಯುಕ್ತ ಕೆ.ಪಿ.ಕಾಸ್ಯುಸ್ಟ್ ಅವರು ತಿಳಿಸಿದ್ದಾರೆ. — [32, 99, 240, 156]
karnataka-sanghatane-photo — [34, 1126, 238, 1206]
paragraph: ಬಳ್ಳಾರಿ ಡಿ.13 : ತಾಯಿ ಮಮತೆಯ ವಾತ್ಸಲ್ಯ ಹೃದಯದ ಮಾತೃಶ್ರೀ ಡಾ|| ಹೇಮಾವತಿ ವಿ ಹೆಗ್ಗಡೆಯವರು ಮಾಸಾಶನ ಪಡೆಯುವ ನಿರ್ಗತಿಕರು ಹಾಗೂ ಕಡು ಬಡವರಿಗೆ ವಾತ್ಸಲ್ಯ ಕಿಟ್ ನೀಡಲು ಅನುಮತಿ ನೀಡಿರುವುದರಿಂದ ಶ್ರೀ ಕ್ಷೇತ್ರ ಧರ್ಮಸ್ಥಳ ಗ್ರಾಮಾಭಿವೃದ್ಧಿ ಯೋಜನೆಯಿಂದ ಜೋಳ ವಲಯದ ಸಿರಿವಾರ ಕಾರ್ಯಕ್ಷೇತ್ರದ ಮಾಸಾಶನ ಪಡೆಯುವ ಫಲಾನುಭವಿಯಾದ ಶ್ರೀಮತಿ ಮಾರೆಮ್ಮ ಇವರಿಗೆ ಬಳ್ಳಾರಿ ಜಿಲ್ಲೆಯ ಜಿಲ್ಲಾ ನಿರ್ದೇಶಕರಾದ ರೋಹಿತಾಕ್ಷ ರವರು ವಾತ್ಸಲ್ಯ ಕಿಟ್ ವಿತರಣೆ ಮಾಡಿದರು. — [32, 521, 240, 590]
registration-dot — [100, 1449, 109, 1458]
chalanachitra-dateline: (ಹಸಿರುಕ್ರಾಂತಿ ವರದಿ) — [786, 1196, 835, 1204]
kit-vitarane-dateline: (ಹಸಿರುಕ್ರಾಂತಿ ವರದಿ) — [786, 916, 835, 924]
paragraph: ಕಾರ್ಮಿಕರು, ಪಿಂಚಣಿದಾರರು, ಉದ್ಯೋಗದಾತರು ಡಿ.27 ರಂದು ನಡೆಯುವ ನಿಧಿ ಆಪ್ಕೆ ನಿಕಟ್ ಕಾರ್ಯಕ್ರಮದಲ್ಲಿ ಭಾಗವಹಿಸಿ ಇದರ ಸದುಪಯೋಗ ಪಡೆದುಕೊಳ್ಳಬೇಕು ಎಂದು ಅವರು ಪ್ರಕಟಣೆಯಲ್ಲಿ ತಿಳಿಸಿದ್ದಾರೆ. — [32, 223, 240, 256]
panchamasali-headline-line1: ಲಾಠಿಚಾರ್ಜ್ ಖಂಡಿಸಿ, ಪಂಚಮಸಾಲಿ ಸಮಾಜದಿಂದ ಕಾಗವಾಡದಲ್ಲಿ — [326, 548, 622, 564]
asha-headline-line1: ಆಶಾ ಕಾರ್ಯಕರ್ತೆಯರಿಗೆ ತಿಂಗಳಿಗೆ 15 — [740, 401, 881, 414]
paper-name: ಹಸಿರು ಕ್ರಾಂತಿ — [766, 34, 892, 54]
panchamasali-dateline: (ಹಸಿರುಕ್ರಾಂತಿ ವರದಿ) — [297, 832, 347, 840]
panchamasali-photo — [252, 618, 546, 828]
chalanachitra-photo — [706, 1108, 915, 1192]
registration-marks — [345, 1443, 385, 1462]
paragraph: ಧಾರವಾಡ,ಡಿ.13: ಸತತ ಎಂಟು ವರ್ಷಗಳ ಕಾಲ ಧಾರವಾಡ ಗ್ರಾಮೀಣ ಕ್ಷೇತ್ರದ ಮಾಜಿ ಶಾಸಕರಾದ ಅಮೃತ ದೇಸಾಯಿ ಹಾಗೂ ಅವರ ಪತ್ನಿ ಪ್ರಿಯಾ ದೇಸಾಯಿ ಅವರು ಶ್ರೀಕ್ಷೇತ್ರ ಉಳವಿಗೆ ಪಾದಯಾತ್ರೆ ಮಾಡುತ್ತ ಬಂದಿದ್ದಾರೆ. — [252, 1163, 420, 1196]
registration-dot — [345, 1449, 354, 1458]
